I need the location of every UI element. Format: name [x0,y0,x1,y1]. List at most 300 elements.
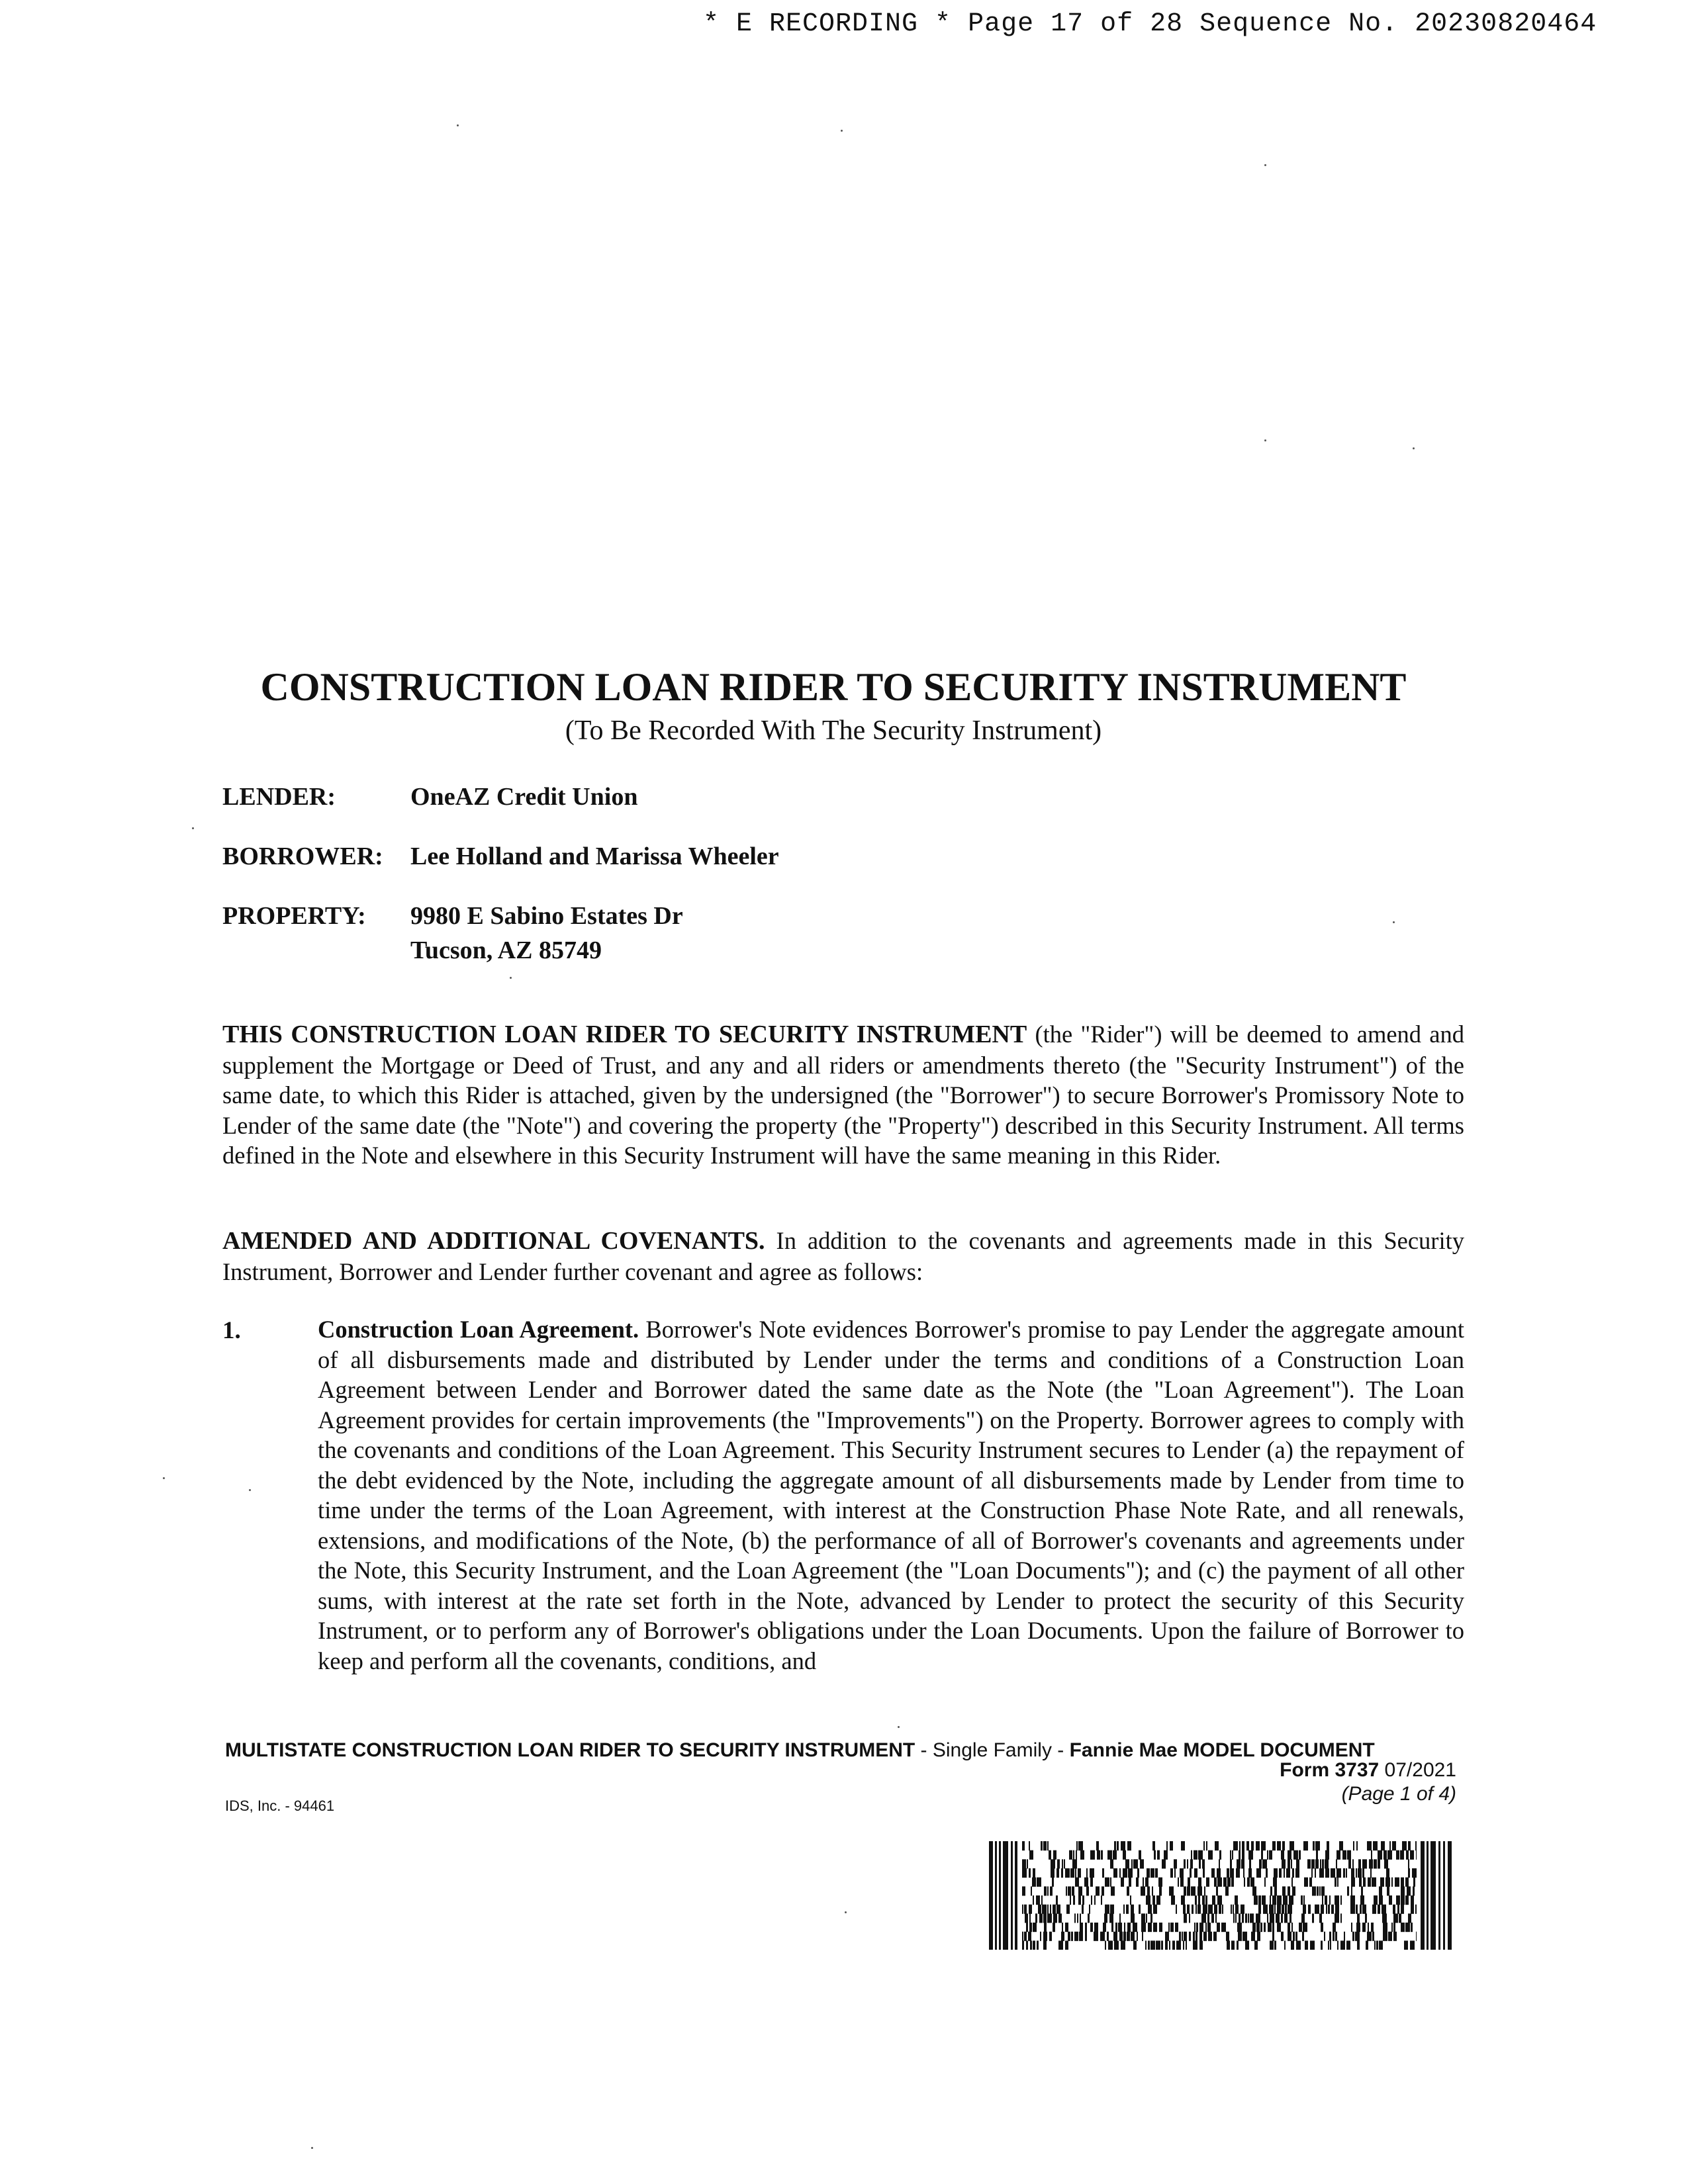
barcode-module [1152,1895,1155,1905]
barcode-module [1235,1913,1237,1923]
barcode-module [1113,1850,1117,1860]
barcode-module [1259,1859,1262,1868]
barcode-module [1029,1905,1032,1914]
barcode-module [1058,1913,1062,1923]
barcode-module [1105,1905,1109,1914]
barcode-module [1237,1923,1242,1932]
barcode-module [1391,1878,1393,1887]
barcode-module [1203,1905,1207,1914]
barcode-module [1078,1886,1082,1895]
barcode-module [1233,1913,1235,1923]
barcode-module [1084,1878,1088,1887]
barcode-module [1301,1895,1303,1905]
barcode-module [1180,1878,1184,1887]
barcode-module [1040,1932,1041,1941]
barcode-module [1269,1905,1274,1914]
barcode-module [1371,1923,1374,1932]
barcode-module [1337,1878,1338,1887]
borrower-label: BORROWER: [222,842,383,870]
barcode-module [1148,1940,1150,1950]
barcode-module [1380,1878,1384,1887]
barcode-module [1104,1913,1107,1923]
barcode-module [1384,1859,1388,1868]
barcode-module [1146,1895,1150,1905]
barcode-module [1127,1932,1130,1941]
barcode-module [1391,1923,1393,1932]
barcode-module [1090,1850,1095,1860]
property-value [410,899,683,968]
barcode-module [1243,1868,1244,1878]
barcode-module [1284,1868,1285,1878]
barcode-module [1102,1868,1104,1878]
barcode-module [1267,1850,1268,1860]
barcode-module [1248,1850,1253,1860]
barcode-module [1044,1886,1047,1895]
barcode-module [1085,1923,1087,1932]
borrower-value: Lee Holland and Marissa Wheeler [410,842,779,870]
barcode-module [1277,1895,1282,1905]
barcode-module [1217,1895,1222,1905]
barcode-module [1293,1932,1295,1941]
barcode-module [1050,1905,1051,1914]
barcode-module [1410,1850,1414,1860]
barcode-module [1094,1895,1096,1905]
barcode-module [1235,1905,1239,1914]
barcode-module [1281,1850,1284,1860]
barcode-module [1356,1841,1358,1850]
barcode-module [1415,1905,1417,1914]
barcode-module [1227,1940,1230,1950]
barcode-module [1070,1868,1074,1878]
barcode-module [1078,1895,1081,1905]
barcode-module [1315,1868,1316,1878]
barcode-module [1366,1940,1368,1950]
barcode-module [1367,1841,1372,1850]
barcode-module [1145,1878,1149,1887]
barcode-module [1389,1841,1391,1850]
barcode-module [1413,1878,1415,1887]
barcode-module [1288,1923,1290,1932]
barcode-module [1324,1932,1325,1941]
barcode-module [1090,1923,1093,1932]
barcode-module [1044,1923,1047,1932]
barcode-module [1340,1895,1342,1905]
scan-speck [510,977,512,979]
barcode-module [1183,1905,1186,1914]
barcode-module [1374,1859,1377,1868]
barcode-module [1053,1905,1056,1914]
barcode-module [1068,1932,1070,1941]
barcode-module [1162,1859,1166,1868]
barcode-module [1212,1895,1215,1905]
barcode-module [1315,1841,1320,1850]
barcode-module [1351,1923,1352,1932]
barcode-module [1393,1923,1395,1932]
barcode-module [1110,1859,1113,1868]
barcode-module [1383,1850,1387,1860]
barcode-module [1222,1905,1223,1914]
barcode-module [1321,1923,1323,1932]
barcode-module [1047,1841,1049,1850]
barcode-module [1340,1940,1345,1950]
barcode-module [1194,1868,1197,1878]
barcode-module [1136,1878,1139,1887]
barcode-module [1103,1923,1106,1932]
footer-form [1125,1759,1456,1782]
barcode-module [1321,1905,1324,1914]
barcode-module [1273,1878,1277,1887]
barcode-module [1082,1905,1084,1914]
barcode-module [1141,1913,1145,1923]
barcode-module [1353,1841,1354,1850]
barcode-module [1289,1895,1293,1905]
barcode-module [1241,1905,1244,1914]
barcode-module [1169,1886,1174,1895]
barcode-module [1166,1841,1168,1850]
barcode-module [1171,1895,1175,1905]
barcode-module [1137,1932,1138,1941]
barcode-module [1133,1923,1137,1932]
barcode-module [1157,1850,1160,1860]
barcode-module [1049,1850,1051,1860]
barcode-module [1175,1923,1178,1932]
property-address-line1: 9980 E Sabino Estates Dr [410,902,683,930]
barcode-module [1399,1913,1401,1923]
barcode-module [1197,1886,1202,1895]
barcode-module [1150,1940,1155,1950]
barcode-module [1309,1878,1312,1887]
barcode-module [1379,1895,1383,1905]
barcode-module [1139,1905,1141,1914]
barcode-module [1363,1878,1366,1887]
barcode-module [1205,1923,1207,1932]
barcode-module [1187,1905,1190,1914]
barcode-module [1299,1923,1302,1932]
barcode-module [1248,1868,1252,1878]
barcode-module [1227,1868,1229,1878]
barcode-module [1291,1923,1293,1932]
barcode-module [1231,1878,1234,1887]
barcode-module [1165,1940,1168,1950]
barcode-module [1387,1850,1392,1860]
barcode-module [1268,1923,1272,1932]
barcode-module [1211,1868,1215,1878]
barcode-module [1150,1868,1154,1878]
barcode-module [1262,1895,1266,1905]
barcode-module [1381,1841,1385,1850]
barcode-module [1215,1913,1217,1923]
section-1-body [318,1314,1464,1676]
barcode-module [1065,1923,1068,1932]
barcode-module [1075,1868,1076,1878]
intro-paragraph [222,1019,1464,1171]
barcode-module [1058,1940,1063,1950]
barcode-module [1372,1932,1374,1941]
barcode-module [1386,1868,1389,1878]
barcode-module [1248,1913,1249,1923]
barcode-module [1072,1886,1074,1895]
barcode-module [1076,1841,1078,1850]
barcode-module [1288,1850,1291,1860]
barcode-module [1342,1850,1346,1860]
barcode-module [1405,1878,1409,1887]
barcode-module [1071,1932,1073,1941]
barcode-module [1322,1895,1323,1905]
barcode-module [1312,1886,1316,1895]
barcode-module [1176,1940,1181,1950]
barcode-module [1325,1868,1329,1878]
barcode-module [1101,1895,1102,1905]
barcode-module [1127,1886,1129,1895]
barcode-module [1187,1859,1188,1868]
barcode-module [1075,1878,1079,1887]
barcode-module [1065,1868,1070,1878]
barcode-module [1181,1841,1185,1850]
barcode-module [1051,1868,1055,1878]
barcode-module [1202,1859,1205,1868]
barcode-module [1207,1913,1209,1923]
barcode-module [1114,1940,1119,1950]
barcode-module [1362,1923,1366,1932]
barcode-module [1141,1886,1145,1895]
barcode-module [1232,1850,1233,1860]
barcode-module [1319,1913,1322,1923]
barcode-module [1335,1905,1339,1914]
barcode-module [1219,1850,1221,1860]
barcode-module [1133,1940,1137,1950]
barcode-module [1333,1923,1336,1932]
barcode-module [1362,1859,1367,1868]
barcode-module [1150,1913,1152,1923]
barcode-module [1331,1905,1334,1914]
scan-speck [457,124,459,126]
barcode-module [1242,1841,1244,1850]
amended-covenants-paragraph [222,1226,1464,1287]
barcode-module [1024,1905,1027,1914]
barcode-module [1284,1913,1288,1923]
barcode-module [1404,1940,1408,1950]
barcode-module [1276,1913,1280,1923]
barcode-module [1198,1850,1203,1860]
barcode-module [1176,1905,1177,1914]
barcode-module [1335,1932,1337,1941]
barcode-module [1026,1923,1028,1932]
barcode-module [1348,1859,1351,1868]
barcode-module [1183,1940,1184,1950]
section-1-number: 1. [222,1317,241,1344]
barcode-module [1319,1868,1324,1878]
barcode-module [1086,1868,1088,1878]
barcode-module [1335,1895,1339,1905]
barcode-module [1378,1905,1380,1914]
barcode-module [1357,1940,1360,1950]
barcode-module [1295,1868,1299,1878]
barcode-module [1373,1841,1378,1850]
barcode-module [1062,1923,1063,1932]
barcode-module [1327,1841,1329,1850]
barcode-module [1351,1878,1355,1887]
barcode-module [1153,1905,1157,1914]
barcode-module [1159,1886,1162,1895]
barcode-module [1378,1859,1380,1868]
barcode-module [1289,1913,1291,1923]
barcode-module [1216,1886,1218,1895]
barcode-module [1119,1913,1121,1923]
barcode-module [1359,1878,1362,1887]
barcode-module [1295,1932,1297,1941]
barcode-module [1256,1913,1260,1923]
barcode-module [1303,1841,1308,1850]
footer-document-name [225,1739,1375,1762]
barcode-module [1401,1878,1404,1887]
barcode-module [1039,1913,1043,1923]
barcode-module [1408,1859,1409,1868]
barcode-module [1191,1886,1196,1895]
barcode-module [1258,1905,1261,1914]
barcode-module [1250,1913,1254,1923]
scan-speck [192,827,194,829]
barcode-module [1214,1878,1217,1887]
barcode-module [1123,1905,1125,1914]
barcode-module [1089,1905,1090,1914]
amended-lead: AMENDED AND ADDITIONAL COVENANTS. [222,1227,765,1255]
barcode-module [1351,1868,1354,1878]
barcode-module [1385,1878,1390,1887]
barcode-module [1178,1878,1179,1887]
barcode-module [1049,1932,1052,1941]
barcode-module [1292,1886,1295,1895]
barcode-module [1292,1868,1294,1878]
barcode-module [1337,1940,1338,1950]
barcode-module [1226,1932,1229,1941]
barcode-module [1325,1859,1329,1868]
barcode-module [1022,1841,1025,1850]
barcode-module [1078,1868,1081,1878]
barcode-module [1382,1905,1386,1914]
barcode-module [1029,1841,1030,1850]
barcode-module [1041,1841,1043,1850]
barcode-module [1096,1841,1099,1850]
barcode-module [1042,1905,1047,1914]
barcode-module [1223,1878,1227,1887]
barcode-module [1211,1913,1214,1923]
barcode-module [1199,1932,1202,1941]
barcode-module [1088,1913,1090,1923]
barcode-module [1094,1932,1098,1941]
barcode-module [1408,1841,1411,1850]
barcode-module [1272,1923,1274,1932]
barcode-module [1408,1868,1410,1878]
barcode-module [1288,1886,1290,1895]
section-1-text: Borrower's Note evidences Borrower's promise to pay Lender the aggregate amount of all disbursements made and distributed by Lender under the terms and conditions of a Construction Loan Agreement between Lender and Borrower dated the same date as the Note (the "Loan Agreement"). The Loan Agreement provides for certain improvements (the "Improvements") on the Property. Borrower agrees to comply with the covenants and conditions of the Loan Agreement. This Security Instrument secures to Lender (a) the repayment of the debt evidenced by the Note, including the aggregate amount of all disbursements made by Lender from time to time under the terms of the Loan Agreement, with interest at the Construction Phase Note Rate, and all renewals, extensions, and modifications of the Note, (b) the performance of all of Borrower's covenants and agreements under the Note, this Security Instrument, and the Loan Agreement (the "Loan Documents"); and (c) the payment of all other sums, with interest at the rate set forth in the Note, advanced by Lender to protect the security of this Security Instrument, or to perform any of Borrower's obligations under the Loan Documents. Upon the failure of Borrower to keep and perform all the covenants, conditions, and [318,1316,1464,1674]
barcode-module [1264,1878,1266,1887]
barcode-module [1208,1905,1213,1914]
barcode-module [1264,1923,1266,1932]
barcode-module [1233,1841,1238,1850]
barcode-module [1097,1850,1100,1860]
barcode-module [1215,1841,1219,1850]
scan-speck [1413,447,1415,449]
barcode-module [1053,1850,1056,1860]
barcode-module [1056,1895,1058,1905]
barcode-module [1286,1868,1290,1878]
barcode-module [1350,1905,1355,1914]
barcode-module [1029,1850,1033,1860]
barcode-module [1125,1859,1129,1868]
barcode-module [1096,1886,1100,1895]
barcode-module [1047,1886,1049,1895]
barcode-module [1105,1940,1106,1950]
barcode-module [1124,1923,1125,1932]
barcode-module [1335,1878,1336,1887]
barcode-module [1108,1940,1113,1950]
barcode-module [1105,1878,1109,1887]
recording-header: * E RECORDING * Page 17 of 28 Sequence No. 20230820464 [703,9,1597,39]
barcode-module [1382,1913,1387,1923]
barcode-module [1024,1932,1027,1941]
barcode-module [1061,1932,1064,1941]
footer-form-date: 07/2021 [1379,1759,1456,1781]
barcode-module [1256,1841,1260,1850]
barcode-module [1080,1913,1081,1923]
barcode-module [1284,1940,1286,1950]
barcode-module [1352,1932,1354,1941]
barcode-module [1047,1905,1049,1914]
barcode-module [1303,1923,1307,1932]
barcode-module [1329,1895,1331,1905]
barcode-module [1283,1895,1288,1905]
barcode-module [1307,1859,1311,1868]
barcode-module [1028,1932,1031,1941]
barcode-module [1100,1932,1105,1941]
barcode-module [1346,1940,1350,1950]
barcode-module [1184,1932,1187,1941]
barcode-module [1247,1878,1250,1887]
barcode-module [1227,1878,1231,1887]
property-label: PROPERTY: [222,902,366,930]
barcode-module [1395,1878,1399,1887]
barcode-module [1282,1886,1286,1895]
barcode-module [1329,1932,1331,1941]
barcode-module [1198,1878,1201,1887]
barcode-module [1320,1859,1321,1868]
barcode-module [1207,1923,1211,1932]
barcode-module [1258,1895,1261,1905]
barcode-module [1261,1841,1266,1850]
barcode-module [1197,1905,1201,1914]
barcode-module [1308,1905,1311,1914]
barcode-module [1139,1850,1141,1860]
barcode-module [1356,1905,1358,1914]
barcode-module [1030,1940,1032,1950]
barcode-module [1161,1940,1163,1950]
barcode-module [1343,1868,1345,1878]
barcode-module [1090,1868,1094,1878]
barcode-module [1047,1913,1052,1923]
barcode-module [1113,1868,1117,1878]
barcode-module [1090,1878,1093,1887]
barcode-module [1301,1913,1305,1923]
barcode-module [1155,1868,1158,1878]
barcode-module [1239,1850,1241,1860]
barcode-module [1076,1850,1077,1860]
footer-form-label: Form 3737 [1280,1759,1380,1781]
barcode-module [1192,1905,1194,1914]
barcode-module [1325,1895,1327,1905]
barcode-module [1123,1932,1126,1941]
barcode-module [1400,1850,1404,1860]
barcode-module [1029,1868,1031,1878]
